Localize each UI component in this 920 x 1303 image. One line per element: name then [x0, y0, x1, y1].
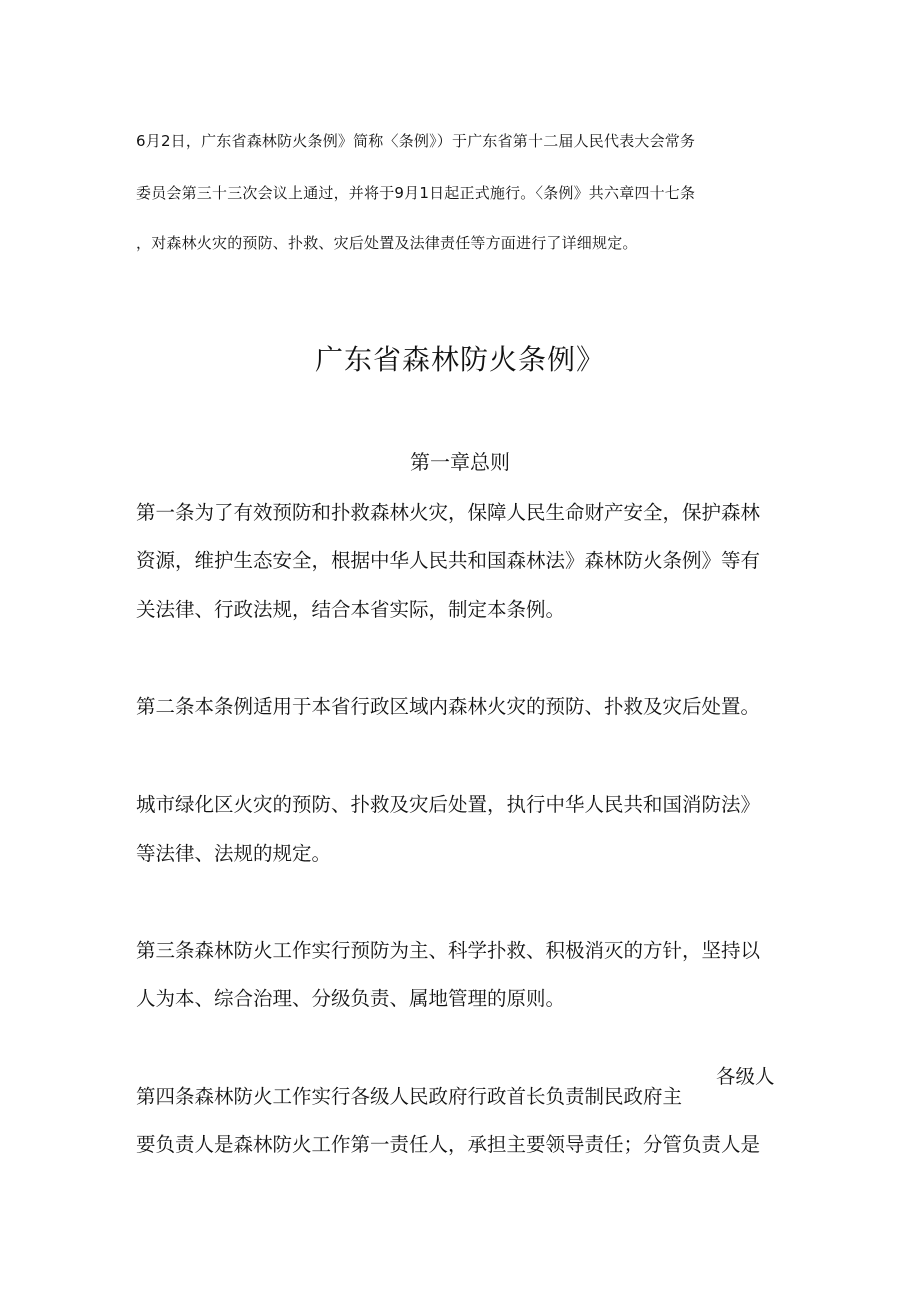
- article-4-line-2: 要负责人是森林防火工作第一责任人，承担主要领导责任；分管负责人是: [136, 1133, 761, 1156]
- document-title: 广东省森林防火条例》: [314, 343, 605, 376]
- article-2-cont-line-1: 城市绿化区火灾的预防、扑救及灾后处置，执行中华人民共和国消防法》: [136, 793, 761, 816]
- chapter-heading: 第一章总则: [410, 450, 510, 474]
- intro-line-1: 6月2日，广东省森林防火条例》简称〈条例》）于广东省第十二届人民代表大会常务: [136, 132, 696, 150]
- article-2-line-1: 第二条本条例适用于本省行政区域内森林火灾的预防、扑救及灾后处置。: [136, 695, 761, 718]
- article-4-aside-text: 各级人: [716, 1065, 775, 1088]
- article-1-line-1: 第一条为了有效预防和扑救森林火灾，保障人民生命财产安全，保护森林: [136, 501, 761, 524]
- article-3-line-2: 人为本、综合治理、分级负责、属地管理的原则。: [136, 987, 566, 1010]
- intro-line-3: ，对森林火灾的预防、扑救、灾后处置及法律责任等方面进行了详细规定。: [136, 234, 638, 252]
- article-4-line-1: 第四条森林防火工作实行各级人民政府行政首长负责制民政府主: [136, 1085, 683, 1108]
- article-2-cont-line-2: 等法律、法规的规定。: [136, 842, 332, 865]
- article-1-line-2: 资源，维护生态安全，根据中华人民共和国森林法》森林防火条例》等有: [136, 549, 761, 572]
- article-3-line-1: 第三条森林防火工作实行预防为主、科学扑救、积极消灭的方针，坚持以: [136, 939, 761, 962]
- intro-line-2: 委员会第三十三次会议上通过，并将于9月1日起正式施行。〈条例》共六章四十七条: [136, 184, 696, 202]
- article-1-line-3: 关法律、行政法规，结合本省实际，制定本条例。: [136, 598, 566, 621]
